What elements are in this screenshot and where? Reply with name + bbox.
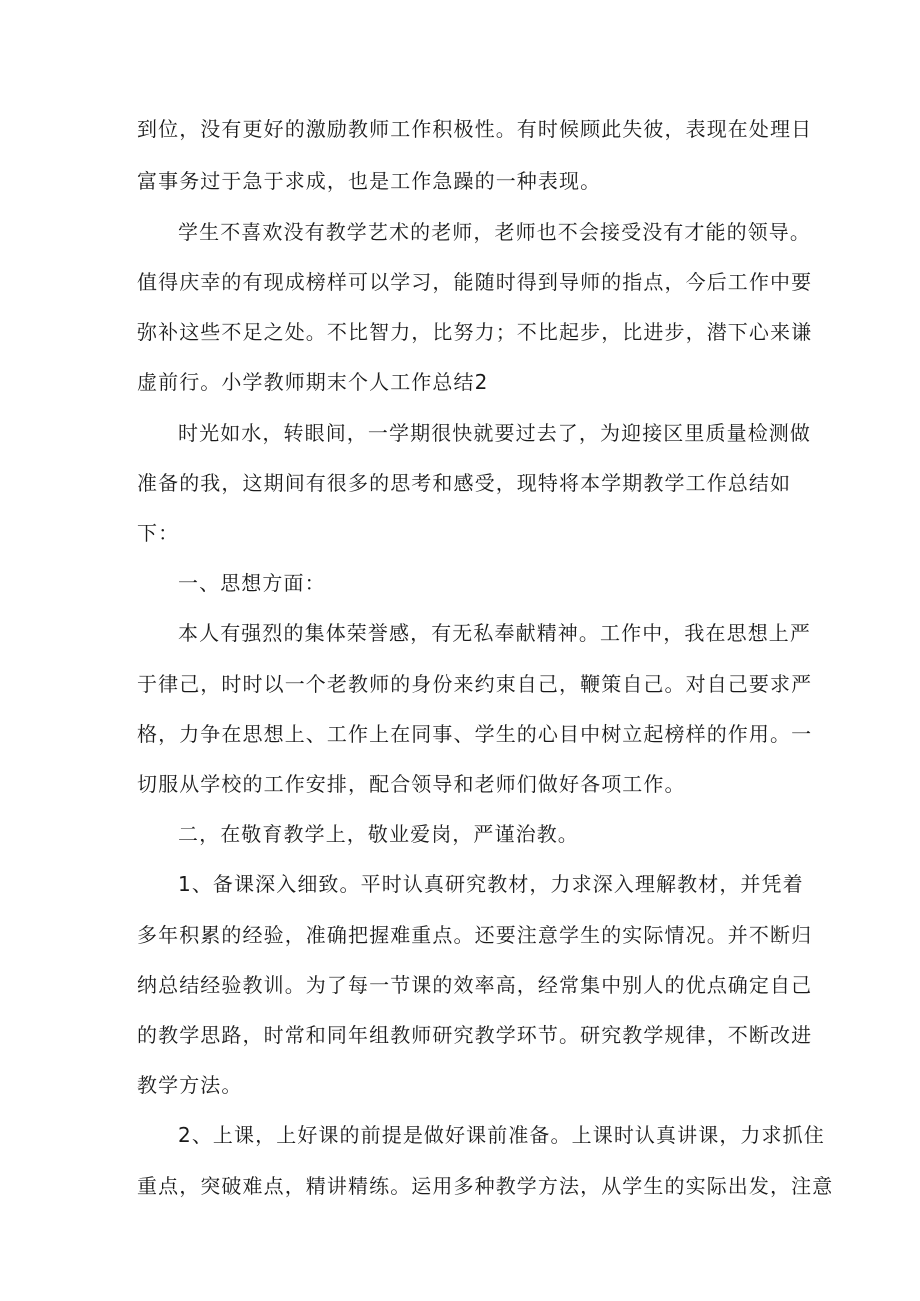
text-line: 教学方法。 [137, 1073, 243, 1097]
text-line: 本人有强烈的集体荣誉感，有无私奉献精神。工作中，我在思想上严 [178, 621, 811, 645]
text-line: 到位，没有更好的激励教师工作积极性。有时候顾此失彼，表现在处理日 [137, 117, 813, 141]
text-line: 格，力争在思想上、工作上在同事、学生的心目中树立起榜样的作用。一 [137, 722, 813, 746]
text-line: 下： [137, 521, 180, 545]
text-line: 重点，突破难点，精讲精练。运用多种教学方法，从学生的实际出发，注意 [137, 1174, 834, 1198]
text-line: 的教学思路，时常和同年组教师研究教学环节。研究教学规律，不断改进 [137, 1023, 813, 1047]
text-line: 纳总结经验教训。为了每一节课的效率高，经常集中别人的优点确定自己 [137, 973, 813, 997]
text-line: 时光如水，转眼间，一学期很快就要过去了，为迎接区里质量检测做 [178, 421, 811, 445]
section-heading: 一、思想方面： [178, 571, 326, 595]
section-heading: 二，在敬育教学上，敬业爱岗，严谨治教。 [178, 822, 579, 846]
text-line: 切服从学校的工作安排，配合领导和老师们做好各项工作。 [137, 772, 686, 796]
text-line: 准备的我，这期间有很多的思考和感受，现特将本学期教学工作总结如 [137, 471, 792, 495]
text-line: 1、备课深入细致。平时认真研究教材，力求深入理解教材，并凭着 [178, 872, 804, 896]
text-line: 学生不喜欢没有教学艺术的老师，老师也不会接受没有才能的领导。 [178, 220, 811, 244]
text-line: 弥补这些不足之处。不比智力，比努力；不比起步，比进步，潜下心来谦 [137, 320, 813, 344]
text-line: 多年积累的经验，准确把握难重点。还要注意学生的实际情况。并不断归 [137, 923, 813, 947]
text-line: 值得庆幸的有现成榜样可以学习，能随时得到导师的指点，今后工作中要 [137, 270, 813, 294]
text-line: 虚前行。小学教师期末个人工作总结2 [137, 370, 489, 394]
text-line: 富事务过于急于求成，也是工作急躁的一种表现。 [137, 169, 602, 193]
text-line: 于律己，时时以一个老教师的身份来约束自己，鞭策自己。对自己要求严 [137, 672, 813, 696]
text-line: 2、上课，上好课的前提是做好课前准备。上课时认真讲课，力求抓住 [178, 1123, 825, 1147]
